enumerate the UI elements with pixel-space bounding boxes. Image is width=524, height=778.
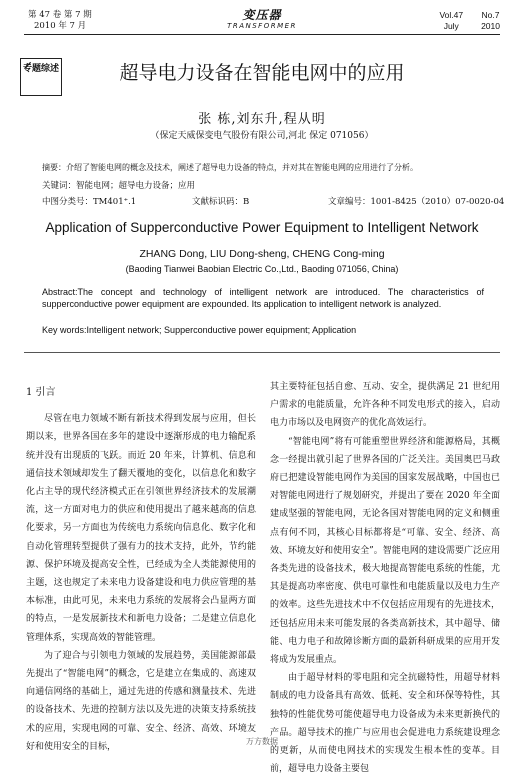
article-title-cn: 超导电力设备在智能电网中的应用 <box>119 62 405 84</box>
paragraph: 为了迎合与引领电力领域的发展趋势，美国能源部最先提出了“智能电网”的概念，它是建立在集成的、高速双向通信网络的基础上，通过先进的传感和测量技术、先进的设备技术、先进的控制方法以及先进的决策支持系统技术的应用，实现电网的可靠、安全、经济、高效、环境友好和使用安全的目标， <box>26 650 256 752</box>
body-column-left <box>26 378 256 756</box>
month-en: July <box>443 21 459 31</box>
paragraph: 其主要特征包括自愈、互动、安全，提供满足 21 世纪用户需求的电能质量，允许各种不同发电形式的接入，启动电力市场以及电网资产的优化高效运行。 <box>270 382 500 429</box>
issue-no-en: No.7 <box>481 10 500 20</box>
section-divider <box>24 352 500 353</box>
keywords-cn: 关键词：智能电网；超导电力设备；应用 <box>42 181 196 191</box>
watermark-footer: 万方数据 <box>246 737 278 746</box>
paragraph: “智能电网”将有可能重塑世界经济和能源格局，其概念一经提出就引起了世界各国的广泛关注。美国奥巴马政府已把建设智能电网作为美国的国家发展战略，中国也已对智能电网进行了规划研究，并提出了要在 2020 年全面建成坚强的智能电网，无论各国对智能电网的定义和侧重点有何不同，其核心目标都将是“可靠、安全、经济、高效、环境友好和使用安全”。智能电网的建设需要广泛应用各类先进的设备技术，极大地提高智能电系统的性能，尤其是提高功率密度、供电可靠性和电能质量以及电力生产的效率。这些先进技术中不仅包括应用现有的先进技术，还包括应用未来可能发展的各类高新技术，其中超导、储能、电力电子和故障诊断方面的最新科研成果的应用开发将成为发展重点。 <box>270 436 500 666</box>
authors-cn: 张 栋,刘东升,程从明 <box>198 112 326 127</box>
journal-name-cn: 变压器 <box>242 8 282 22</box>
document-code: 文献标识码：B <box>192 197 250 207</box>
paragraph: 尽管在电力领域不断有新技术得到发展与应用，但长期以来，世界各国在多年的建设中逐渐形成的电力输配系统并没有出现质的飞跃。而近 20 年来，计算机、信息和通信技术领域却发生了翻天覆地的变化，以信息化和数字化占主导的现代经济模式正在引领世界经济技术的发展潮流，这一方面对电力的供应和使用提出了越来越高的信息化要求，另一方面也为传统电力系统向信息化、数字化和自动化管理转型提供了强有力的技术支持，此外，节约能源、保护环境及提高安全性，已经成为全人类能源使用的主题，这也规定了未来电力设备建设和电力供应管理的基本标准，由此可见，未来电力系统的发展将会凸显两方面的特点，一是发展新技术和新电力设备；二是建立信息化管理体系，实现高效的智能管理。 <box>26 414 256 643</box>
affiliation-cn: （保定天威保变电气股份有限公司,河北 保定 071056） <box>150 131 374 141</box>
keywords-en: Key words:Intelligent network; Supperconductive power equipment; Application <box>42 325 357 335</box>
affiliation-en: (Baoding Tianwei Baobian Electric Co.,Ltd., Baoding 071056, China) <box>125 264 399 274</box>
volume-en: Vol.47 <box>439 10 464 20</box>
volume-issue-cn: 第 47 卷 第 7 期 <box>28 10 92 20</box>
article-number: 文章编号：1001-8425（2010）07-0020-04 <box>328 197 505 207</box>
header-rule <box>24 34 500 35</box>
stamp-label: 专题综述 <box>23 64 60 74</box>
article-title-en: Application of Supperconductive Power Equipment to Intelligent Network <box>45 220 479 235</box>
journal-issue-info-en <box>439 10 500 32</box>
abstract-cn: 摘要：介绍了智能电网的概念及技术，阐述了超导电力设备的特点，并对其在智能电网的应用进行了分析。 <box>42 163 418 172</box>
clc-number: 中图分类号：TM401⁺.1 <box>42 197 137 207</box>
abstract-en: Abstract:The concept and technology of intelligent network are introduced. The characteristics of supperconductive power equipment are expounded. Its application to intelligent network is analyzed. <box>42 287 484 309</box>
section-heading: 1 引言 <box>26 387 56 398</box>
date-cn: 2010 年 7 月 <box>34 21 87 31</box>
paragraph: 由于超导材料的零电阻和完全抗磁特性，用超导材料制成的电力设备具有高效、低耗、安全和环保等特性，其独特的性能优势可能使超导电力设备成为未来更新换代的产品。超导技术的推广与应用也会促进电力系统建设理念的更新，从而使电网技术的实现发生根本性的变革。目前，超导电力设备主要包 <box>270 673 500 775</box>
journal-name-en: TRANSFORMER <box>227 22 297 30</box>
body-column-right <box>270 378 500 778</box>
year-en: 2010 <box>481 21 500 31</box>
authors-en: ZHANG Dong, LIU Dong-sheng, CHENG Cong-ming <box>139 248 385 260</box>
